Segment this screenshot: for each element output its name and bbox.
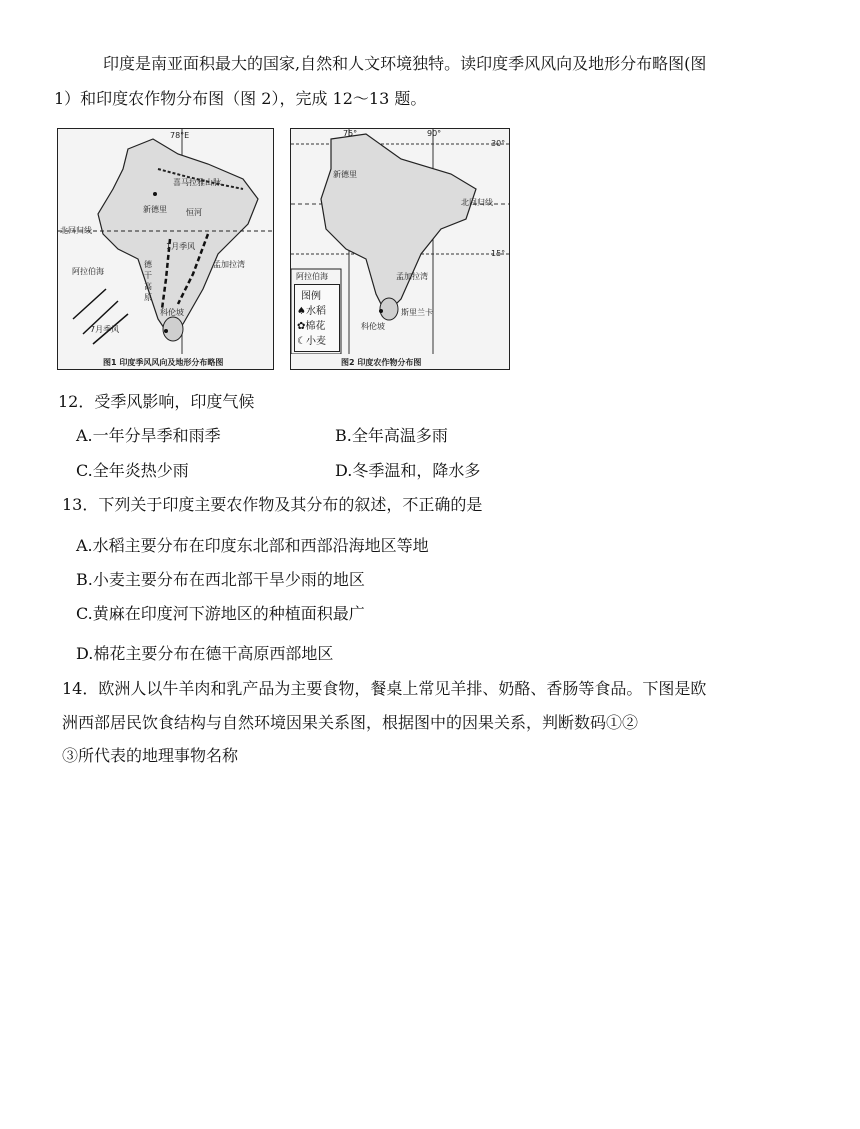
january-monsoon-label: 1月季风 (166, 242, 196, 251)
figure-2-india-crops-map (290, 128, 510, 370)
q14-line-3: ③所代表的地理事物名称 (62, 746, 239, 765)
figure-2-caption: 图2 印度农作物分布图 (341, 358, 422, 367)
q12-option-b[interactable]: B.全年高温多雨 (335, 426, 448, 445)
sri-lanka-label: 斯里兰卡 (401, 308, 433, 317)
legend-cotton-label: 棉花 (305, 321, 326, 332)
meridian-78-label: 78°E (170, 131, 190, 140)
figure-1-caption: 图1 印度季风风向及地形分布略图 (103, 358, 224, 367)
delhi-label: 新德里 (143, 205, 167, 214)
intro-line-2: 1）和印度农作物分布图（图 2），完成 12～13 题。 (54, 89, 427, 108)
legend-rice (297, 302, 326, 317)
lat-15-label: 15° (491, 249, 506, 258)
q12-option-c[interactable]: C.全年炎热少雨 (76, 461, 189, 480)
colombo-label: 科伦坡 (361, 322, 385, 331)
q14-line-1: 14．欧洲人以牛羊肉和乳产品为主要食物，餐桌上常见羊排、奶酪、香肠等食品。下图是欧 (62, 679, 707, 698)
july-monsoon-label: 7月季风 (90, 325, 120, 334)
ganges-label: 恒河 (186, 208, 202, 217)
crop-legend (294, 284, 340, 352)
legend-wheat (297, 332, 326, 347)
legend-cotton (297, 317, 325, 332)
lat-30-label: 30° (491, 139, 506, 148)
cotton-icon: ✿ (297, 321, 306, 332)
q12-option-d[interactable]: D.冬季温和，降水多 (335, 461, 481, 480)
rice-icon: ♠ (297, 306, 306, 317)
legend-wheat-label: 小麦 (305, 336, 326, 347)
legend-rice-label: 水稻 (305, 306, 326, 317)
tropic-label: 北回归线 (461, 198, 493, 207)
delhi-label: 新德里 (333, 170, 357, 179)
bay-of-bengal-label: 孟加拉湾 (213, 260, 245, 269)
tropic-label: 北回归线 (60, 226, 92, 235)
lon-75-label: 75° (343, 129, 358, 138)
intro-line-1: 印度是南亚面积最大的国家,自然和人文环境独特。读印度季风风向及地形分布略图(图 (103, 54, 707, 73)
q13-option-d[interactable]: D.棉花主要分布在德干高原西部地区 (76, 644, 334, 663)
arabian-sea-label: 阿拉伯海 (72, 267, 104, 276)
arabian-sea-label: 阿拉伯海 (296, 272, 328, 281)
deccan-label: 德干高原 (144, 260, 152, 302)
q13-option-a[interactable]: A.水稻主要分布在印度东北部和西部沿海地区等地 (76, 536, 429, 555)
wheat-icon: ☾ (297, 336, 306, 347)
q12-option-a[interactable]: A.一年分旱季和雨季 (76, 426, 221, 445)
bay-of-bengal-label: 孟加拉湾 (396, 272, 428, 281)
q13-option-b[interactable]: B.小麦主要分布在西北部干旱少雨的地区 (76, 570, 365, 589)
q13-stem: 13．下列关于印度主要农作物及其分布的叙述，不正确的是 (62, 495, 483, 514)
q12-stem: 12．受季风影响，印度气候 (58, 392, 255, 411)
lon-90-label: 90° (427, 129, 442, 138)
q14-line-2: 洲西部居民饮食结构与自然环境因果关系图，根据图中的因果关系，判断数码①② (62, 713, 639, 732)
legend-title: 图例 (301, 291, 321, 302)
figure-1-india-monsoon-map (57, 128, 274, 370)
himalaya-label: 喜马拉雅山脉 (173, 178, 221, 187)
q13-option-c[interactable]: C.黄麻在印度河下游地区的种植面积最广 (76, 604, 365, 623)
colombo-label: 科伦坡 (160, 308, 184, 317)
